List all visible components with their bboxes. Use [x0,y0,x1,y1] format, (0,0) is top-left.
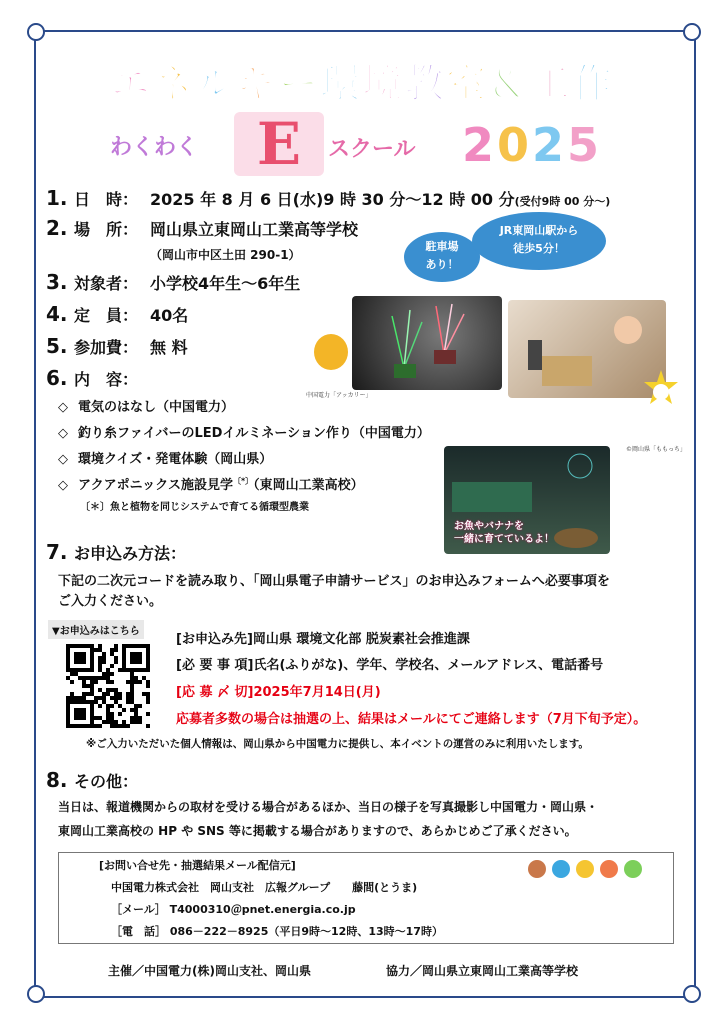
place-address: （岡山市中区土田 290-1） [150,248,301,262]
momochi-caption: ©岡山県「ももっち」 [626,446,687,453]
fruit-icon [528,860,546,878]
item-fee: 5. 参加費： 無 料 [46,334,188,358]
apply-required: [必 要 事 項]氏名(ふりがな)、学年、学校名、メールアドレス、電話番号 [176,658,604,673]
title-letter: ネ [152,61,194,107]
item-capacity: 4. 定 員： 40名 [46,302,189,326]
title-letter: ル [194,61,236,107]
qr-label: ▼お申込みはこちら [48,620,144,639]
apply-deadline: [応 募 〆 切]2025年7月14日(月) [176,685,381,700]
experiment-photo [508,300,666,398]
year-digit: 5 [567,118,603,172]
item-place: 2. 場 所： 岡山県立東岡山工業高等学校 [46,216,359,240]
leaf-icon [624,860,642,878]
footer-coop: 協力／岡山県立東岡山工業高等学校 [386,964,579,978]
content-item: ◇ アクアポニックス施設見学〔*〕（東岡山工業高校） [58,476,364,493]
other-heading: 8. その他： [46,768,139,792]
title-letter: 室 [446,61,488,107]
frame-curl [27,23,45,41]
privacy-note: ※ご入力いただいた個人情報は、岡山県から中国電力に提供し、本イベントの運営のみに利用いたします。 [86,738,589,750]
station-bubble: JR東岡山駅から 徒歩5分！ [472,212,606,270]
contact-mail[interactable]: ［メール］ T4000310＠pnet.energia.co.jp [111,903,356,916]
fire-icon [600,860,618,878]
apply-destination: [お申込み先]岡山県 環境文化部 脱炭素社会推進課 [176,632,470,647]
apply-heading: 7. お申込み方法： [46,540,187,564]
e-logo: E [234,112,324,176]
title-letter: ギ [236,61,278,107]
contact-tel[interactable]: ［電 話］ 086－222－8925（平日9時～12時、13時～17時） [111,925,443,938]
item-target: 3. 対象者： 小学校4年生～6年生 [46,270,301,294]
year-digit: 2 [532,118,568,172]
content-footnote: 〔＊〕魚と植物を同じシステムで育てる循環型農業 [80,502,309,513]
year-digit: 0 [497,118,533,172]
accurry-caption: 中国電力「アッカリー」 [306,392,372,399]
qr-code[interactable] [66,644,150,728]
apply-desc: 下記の二次元コードを読み取り、「岡山県電子申請サービス」のお申込みフォームへ必要事項を [58,574,610,589]
apply-lottery: 応募者多数の場合は抽選の上、結果はメールにてご連絡します（7月下旬予定）。 [176,712,647,727]
other-text: 東岡山工業高校の HP や SNS 等に掲載する場合がありますので、あらかじめご了承ください。 [58,824,577,838]
aquaponics-photo [444,446,610,554]
water-drop-icon [552,860,570,878]
content-item: ◇ 環境クイズ・発電体験（岡山県） [58,452,273,467]
contact-org: 中国電力株式会社 岡山支社 広報グループ 藤間(とうま) [111,881,418,894]
subtitle-waku: わくわく [110,135,199,160]
led-photo [352,296,502,390]
accurry-mascot [314,334,348,370]
apply-desc: ご入力ください。 [58,594,163,609]
content-item: ◇ 電気のはなし（中国電力） [58,400,235,415]
event-year [462,118,602,172]
title-letter: ＆ [488,61,530,107]
item-content: 6. 内 容： [46,366,139,390]
title-letter: ー [278,61,320,107]
title-letter: 作 [572,61,614,107]
frame-curl [683,23,701,41]
year-digit: 2 [462,118,498,172]
frame-curl [683,985,701,1003]
subtitle-row [110,112,610,176]
subtitle-school: スクール [328,137,416,162]
sun-icon [576,860,594,878]
title-letter: 教 [404,61,446,107]
title-letter: 工 [530,61,572,107]
contact-title: [お問い合せ先・抽選結果メール配信元] [99,859,296,872]
momochi-mascot [644,370,678,410]
other-text: 当日は、報道機関からの取材を受ける場合があるほか、当日の様子を写真撮影し中国電力・岡山県・ [58,800,599,814]
footer-host: 主催／中国電力(株)岡山支社、岡山県 [108,964,311,978]
fish-caption: お魚やバナナを 一緒に育てているよ！ [454,521,554,545]
title-letter: 境 [362,61,404,107]
title-letter: 環 [320,61,362,107]
item-date: 1. 日 時： 2025 年 8 月 6 日(水)9 時 30 分～12 時 00 分(受付9時 00 分～) [46,186,611,210]
parking-bubble: 駐車場 あり！ [404,232,480,282]
event-title [0,52,724,109]
content-item: ◇ 釣り糸ファイバーのLEDイルミネーション作り（中国電力） [58,426,430,441]
title-letter: エ [110,61,152,107]
frame-curl [27,985,45,1003]
